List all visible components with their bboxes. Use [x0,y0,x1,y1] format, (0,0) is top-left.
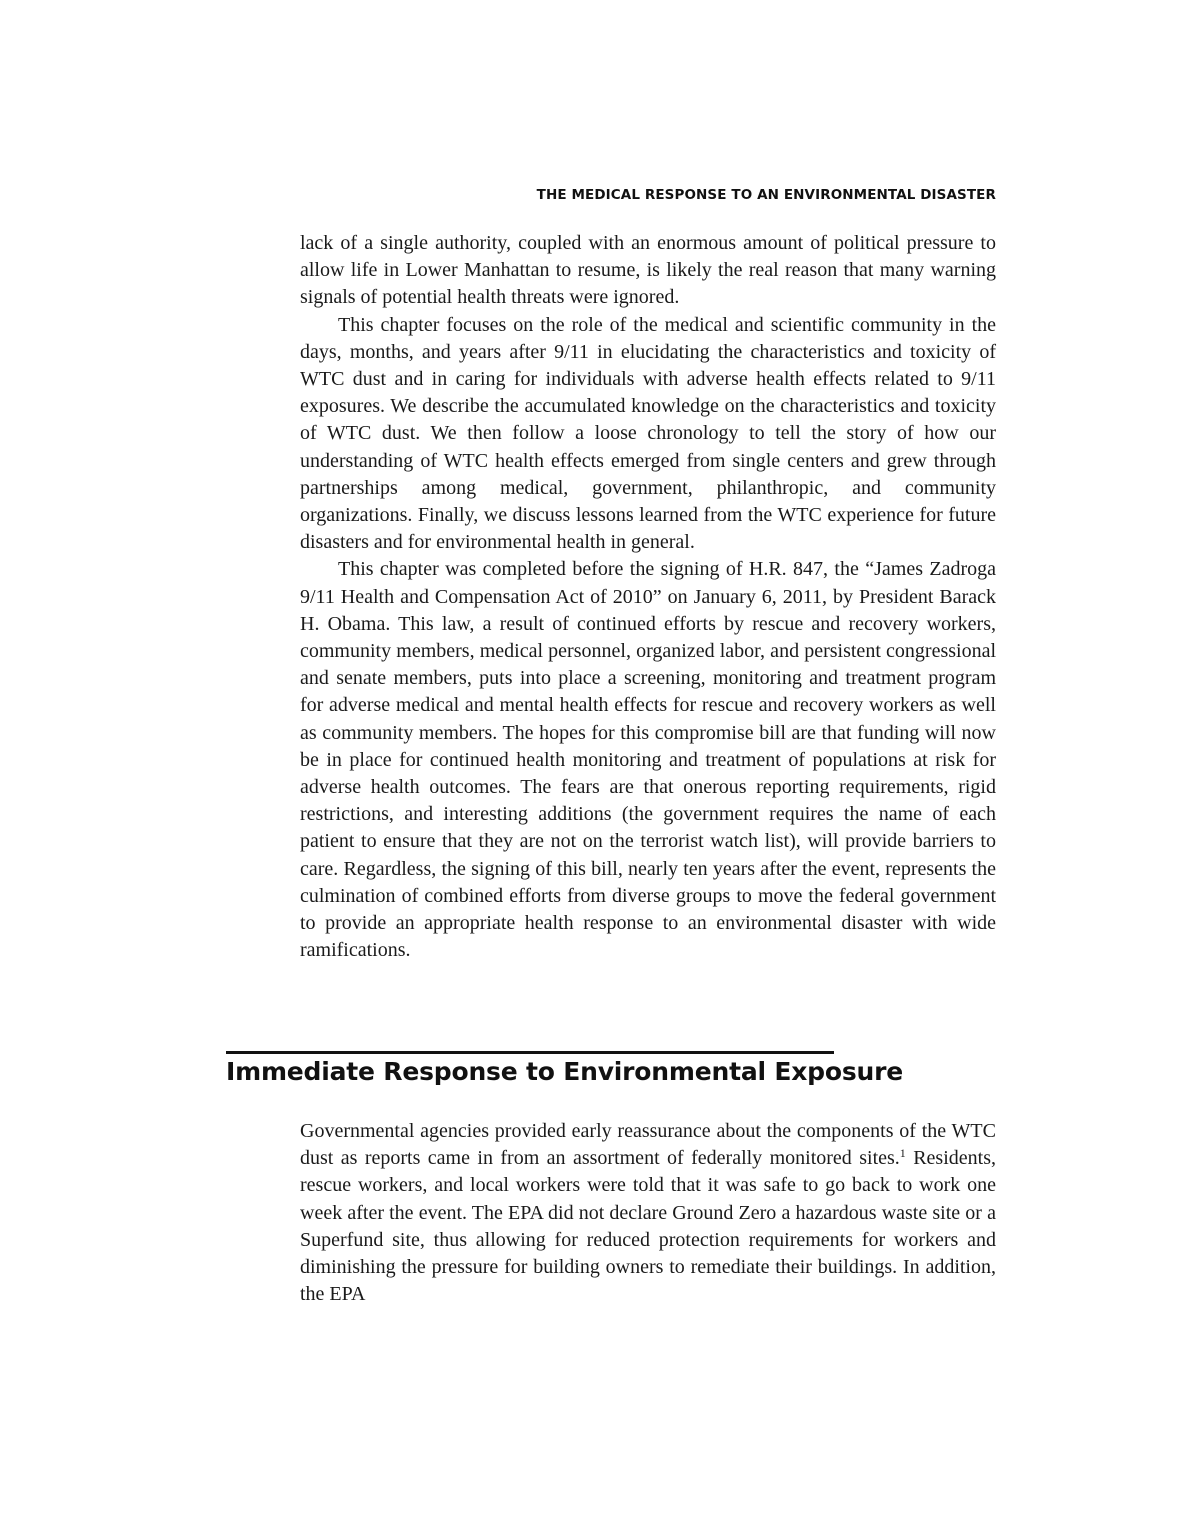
paragraph-text-start: Governmental agencies provided early reassurance about the components of the WTC dust as reports came in from an assortment of federally monitored sites. [300,1120,996,1170]
section-heading: Immediate Response to Environmental Exposure [226,1057,904,1086]
paragraph-zadroga-act: This chapter was completed before the signing of H.R. 847, the “James Zadroga 9/11 Health and Compensation Act of 2010” on January 6, 2011, by President Barack H. Obama. This law, a result of continued efforts by rescue and recovery workers, community members, medical personnel, organized labor, and persistent congressional and senate members, puts into place a screening, monitoring and treatment program for adverse medical and mental health effects for rescue and recovery workers as well as community members. The hopes for this compromise bill are that funding will now be in place for continued health monitoring and treatment of populations at risk for adverse health outcomes. The fears are that onerous reporting requirements, rigid restrictions, and interesting additions (the government requires the name of each patient to ensure that they are not on the terrorist watch list), will provide barriers to care. Regardless, the signing of this bill, nearly ten years after the event, represents the culmination of combined efforts from diverse groups to move the federal government to provide an appropriate health response to an environmental disaster with wide ramifications. [300,558,996,962]
paragraph-text-rest: Residents, rescue workers, and local workers were told that it was safe to go back to work one week after the event. The EPA did not declare Ground Zero a hazardous waste site or a Superfund site, thus allowing for reduced protection requirements for workers and diminishing the pressure for building owners to remediate their buildings. In addition, the EPA [300,1147,996,1306]
note-reference-marker[interactable]: 1 [899,1146,906,1161]
body-text-continued [300,230,996,964]
section-rule [226,1051,834,1054]
paragraph-governmental-reassurance [300,1118,996,1308]
section-body [300,1118,996,1308]
running-head: THE MEDICAL RESPONSE TO AN ENVIRONMENTAL DISASTER [536,187,996,203]
paragraph-chapter-focus: This chapter focuses on the role of the medical and scientific community in the days, months, and years after 9/11 in elucidating the characteristics and toxicity of WTC dust and in caring for individuals with adverse health effects related to 9/11 exposures. We describe the accumulated knowledge on the characteristics and toxicity of WTC dust. We then follow a loose chronology to tell the story of how our understanding of WTC health effects emerged from single centers and grew through partnerships among medical, government, philanthropic, and community organizations. Finally, we discuss lessons learned from the WTC experience for future disasters and for environmental health in general. [300,313,996,554]
paragraph-continuation: lack of a single authority, coupled with an enormous amount of political pressure to allow life in Lower Manhattan to resume, is likely the real reason that many warning signals of potential health threats were ignored. [300,232,996,309]
